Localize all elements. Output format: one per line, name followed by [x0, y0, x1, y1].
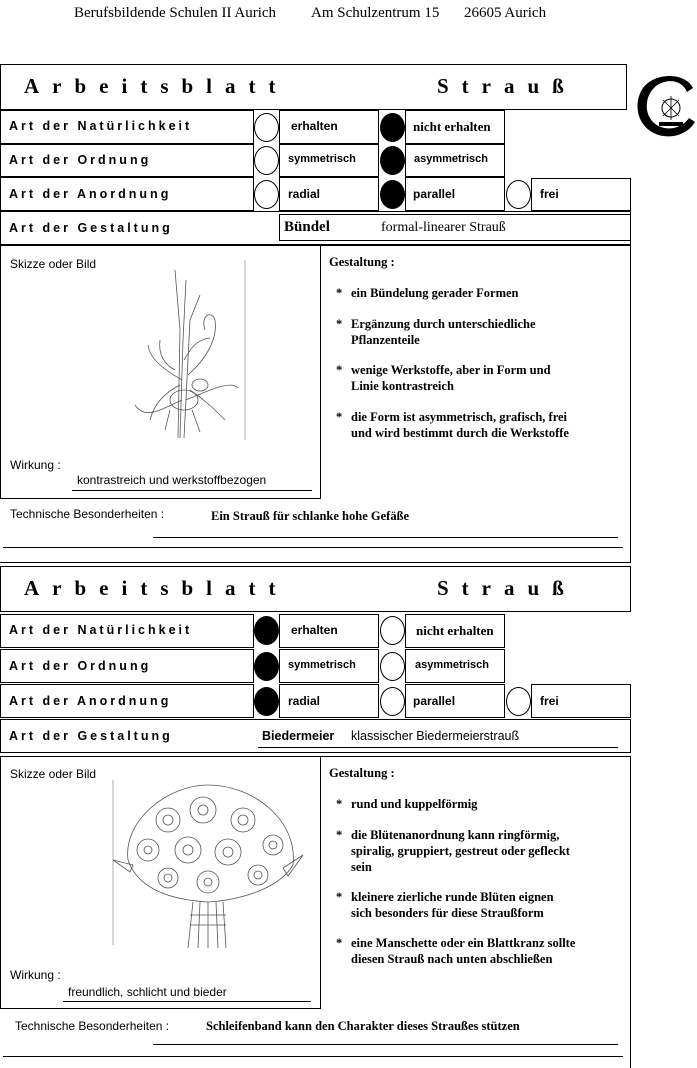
underline [72, 490, 312, 491]
wirkung-label: Wirkung : [10, 968, 61, 982]
radio-symmetrisch[interactable] [254, 146, 279, 175]
option-frei: frei [540, 694, 559, 708]
option-nicht-erhalten: nicht erhalten [413, 119, 491, 134]
option-symmetrisch: symmetrisch [288, 659, 356, 671]
radio-asymmetrisch[interactable] [380, 146, 405, 175]
school-name: Berufsbildende Schulen II Aurich [74, 5, 277, 21]
row-label-ordnung: Art der Ordnung [9, 153, 152, 167]
underline [3, 1056, 623, 1057]
sheet-title-right: Strauß [437, 74, 577, 98]
school-logo [633, 70, 697, 142]
underline [153, 1044, 618, 1045]
underline [153, 537, 618, 538]
option-asymmetrisch: asymmetrisch [415, 659, 489, 671]
technik-label: Technische Besonderheiten : [15, 1019, 170, 1033]
option-parallel: parallel [413, 187, 456, 201]
underline [3, 547, 623, 548]
gestaltung-description: klassischer Biedermeierstrauß [351, 729, 520, 743]
radio-parallel[interactable] [380, 687, 405, 716]
sheet-title-right: Strauß [437, 576, 577, 600]
wirkung-label: Wirkung : [10, 458, 61, 472]
sketch-image [108, 780, 308, 952]
radio-nicht-erhalten[interactable] [380, 113, 405, 142]
gestaltung-type: Bündel [284, 219, 330, 235]
row-label-anordnung: Art der Anordnung [9, 187, 172, 201]
radio-symmetrisch[interactable] [254, 652, 279, 681]
option-radial: radial [288, 187, 321, 201]
option-nicht-erhalten: nicht erhalten [416, 623, 494, 638]
wirkung-value: freundlich, schlicht und bieder [68, 985, 227, 999]
sketch-label: Skizze oder Bild [10, 767, 97, 781]
row-label-natuerlichkeit: Art der Natürlichkeit [9, 119, 193, 133]
radio-frei[interactable] [506, 687, 531, 716]
sheet-title-left: Arbeitsblatt [24, 74, 289, 98]
sheet-title-left: Arbeitsblatt [24, 576, 289, 600]
gestaltung-description: formal-linearer Strauß [381, 220, 506, 235]
gestaltung-type: Biedermeier [262, 729, 335, 743]
underline [63, 1001, 311, 1002]
option-frei: frei [540, 187, 559, 201]
technik-value: Schleifenband kann den Charakter dieses Straußes stützen [206, 1019, 520, 1033]
row-label-anordnung: Art der Anordnung [9, 694, 172, 708]
option-parallel: parallel [413, 694, 456, 708]
option-erhalten: erhalten [291, 623, 338, 637]
option-symmetrisch: symmetrisch [288, 153, 356, 165]
row-label-natuerlichkeit: Art der Natürlichkeit [9, 623, 193, 637]
underline [258, 747, 618, 748]
sketch-image [120, 260, 250, 445]
radio-erhalten[interactable] [254, 616, 279, 645]
wirkung-value: kontrastreich und werkstoffbezogen [77, 473, 267, 487]
radio-radial[interactable] [254, 180, 279, 209]
underline [281, 240, 621, 241]
school-city: 26605 Aurich [464, 5, 547, 21]
option-radial: radial [288, 694, 321, 708]
gestaltung-heading: Gestaltung : [329, 766, 395, 780]
row-label-gestaltung: Art der Gestaltung [9, 221, 173, 235]
gestaltung-heading: Gestaltung : [329, 255, 395, 269]
row-label-ordnung: Art der Ordnung [9, 659, 152, 673]
technik-label: Technische Besonderheiten : [10, 507, 165, 521]
radio-parallel[interactable] [380, 180, 405, 209]
school-street: Am Schulzentrum 15 [311, 5, 440, 21]
option-asymmetrisch: asymmetrisch [414, 153, 488, 165]
technik-value: Ein Strauß für schlanke hohe Gefäße [211, 509, 410, 523]
row-label-gestaltung: Art der Gestaltung [9, 729, 173, 743]
option-erhalten: erhalten [291, 119, 338, 133]
radio-asymmetrisch[interactable] [380, 652, 405, 681]
radio-nicht-erhalten[interactable] [380, 616, 405, 645]
radio-radial[interactable] [254, 687, 279, 716]
radio-erhalten[interactable] [254, 113, 279, 142]
radio-frei[interactable] [506, 180, 531, 209]
sketch-label: Skizze oder Bild [10, 257, 97, 271]
